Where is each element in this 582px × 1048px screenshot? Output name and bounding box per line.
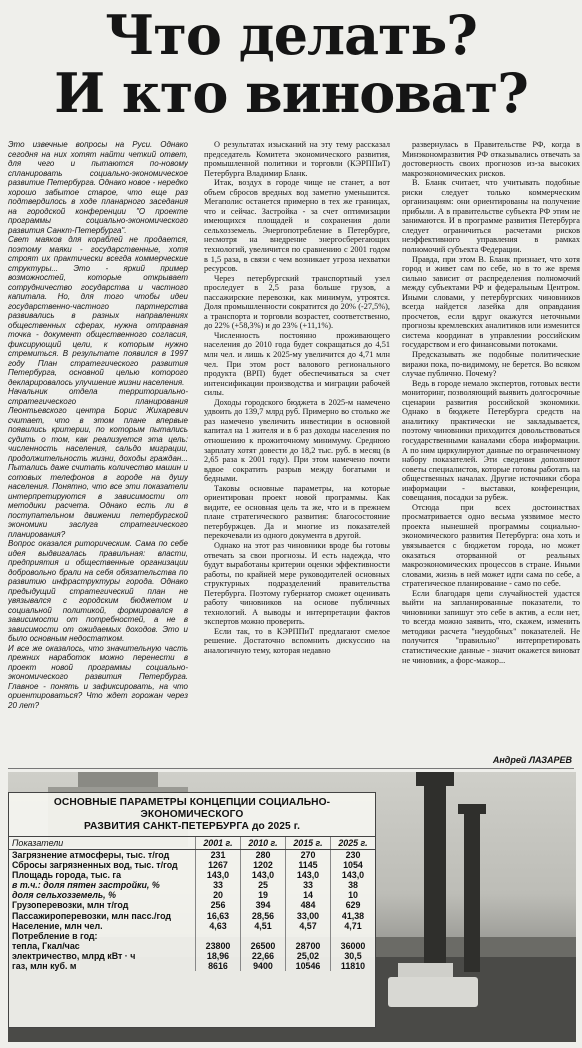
table-cell-value: 256 (196, 900, 241, 910)
table-row-label: Загрязнение атмосферы, тыс. т/год (12, 850, 170, 860)
table-cell-value: 41,38 (331, 911, 376, 921)
table-cell-value: 280 (241, 850, 286, 861)
table-cell-value (286, 931, 331, 941)
table-cell-value: 38 (331, 880, 376, 890)
table-row-label: Население, млн чел. (12, 920, 103, 931)
table-cell-value: 143,0 (241, 870, 286, 880)
table-row (9, 860, 375, 870)
table-cell-value: 16,63 (196, 911, 241, 921)
table-cell-value: 10546 (286, 961, 331, 971)
table-cell-value: 8616 (196, 961, 241, 971)
article-body (8, 140, 578, 752)
table-row-label: Сбросы загрязненных вод, тыс. т/год (12, 860, 178, 871)
table-cell-value: 26500 (241, 941, 286, 951)
table-title-line-1: ОСНОВНЫЕ ПАРАМЕТРЫ КОНЦЕПЦИИ СОЦИАЛЬНО-ЭКОНОМИЧЕСКОГО (53, 797, 331, 820)
paragraph: Однако на этот раз чиновники вроде бы готовы отвечать за свои прогнозы. И есть надежда, что будут выработаны критерии оценки эффективности работы, по крайней мере руководителей основных структурных подразделений правительства Петербурга. Поэтому губернатор сможет оценивать работу чиновников на основе публичных технологий. А выводы и интерпретации фактов экспертов можно проверить. (204, 540, 390, 627)
paragraph: И все же оказалось, что значительную часть прежних наработок можно перенести в проект новой программы социально-экономического развития Петербурга. Главное - понять и зафиксировать, на что ориентироваться? Что ждет горожан через 20 лет? (8, 643, 188, 710)
table-row (9, 911, 375, 921)
table-header-year: 2010 г. (241, 837, 286, 850)
table-cell-value: 143,0 (286, 870, 331, 880)
paragraph: Правда, при этом В. Бланк признает, что хотя город и живет сам по себе, но в то же время сильно зависит от распределения полномочий между субъектами РФ и федеральным Центром. Иными словами, у петербургских чиновников всегда найдется лазейка для оправдания просчетов, если вдруг окажутся неточными прогнозы кремлевских аналитиков или изменится система координат в управлении российским государством и его финансовыми потоками. (402, 254, 580, 350)
table-cell-value: 4,71 (331, 921, 376, 931)
table-cell-value: 1054 (331, 860, 376, 870)
table-row (9, 880, 375, 890)
article-column-3 (402, 140, 580, 752)
table-title (9, 793, 375, 837)
table-cell-value (196, 931, 241, 941)
table-title-line-2: РАЗВИТИЯ САНКТ-ПЕТЕРБУРГА до 2025 г. (83, 821, 301, 832)
paragraph: Вопрос оказался риторическим. Сама по себе идея выдвигалась правильная: власти, предприятия и общественные организации добровольно брали на себя обязательства по развитию инфраструктуры города. Однако предыдущий стратегический план не увязывался с городским бюджетом и социальной политикой, формировался в зависимости от потребностей, а не в зависимости от ожидаемых доходов. Это и было основным недостатком. (8, 539, 188, 643)
table-cell-value: 28,56 (241, 911, 286, 921)
table-cell-value: 25,02 (286, 951, 331, 961)
table-cell-value (241, 931, 286, 941)
paragraph: Ведь в городе немало экспертов, готовых вести мониторинг, позволяющий выявить долгосрочные сценарии развития российской экономики. Однако в бюджете Петербурга средств на аналитику практически не закладывается, поэтому чиновники приходится довольствоваться государственными каналами сбора информации. А по ним циркулируют данные по ограниченному набору показателей. Эти сведения дополняют советы специалистов, которые готовы работать на общественных началах. Другие источники сбора информации - выставки, конференции, совещания, посадки за рубеж. (402, 378, 580, 503)
table-cell-value: 143,0 (196, 870, 241, 880)
table-cell-value: 394 (241, 900, 286, 910)
paragraph: Численность постоянно проживающего населения до 2010 года будет сокращаться до 4,51 млн чел. и лишь к 2025-му увеличится до 4,71 млн чел. При этом рост валового регионального продукта (ВРП) будет обеспечиваться за счет интенсификации производства и миграции рабочей силы. (204, 330, 390, 398)
table-row-label: в т.ч.: доля пятен застройки, % (12, 880, 160, 891)
table-cell-value: 19 (241, 890, 286, 900)
paragraph: Предсказывать же подобные политические виражи пока, по-видимому, не берется. Во всяком случае публично. Почему? (402, 350, 580, 379)
table-cell-value: 270 (286, 850, 331, 861)
parameters-table (8, 792, 376, 1028)
section-divider (8, 768, 574, 769)
paragraph: Если так, то в КЭРППиТ предлагают смелое решение. Достаточно вспомнить дискуссию на аналогичную тему, которая недавно (204, 626, 390, 655)
table-cell-value: 20 (196, 890, 241, 900)
photo-boat (388, 977, 478, 1007)
table-row (9, 890, 375, 900)
paragraph: Таковы основные параметры, на которые ориентирован проект новой программы. Как видите, ее основная цель та же, что и в прежнем плане стратегического развития: благосостояние петербуржцев. Да и многие из показателей перекочевали из одного документа в другой. (204, 483, 390, 541)
author-signature: Андрей ЛАЗАРЕВ (492, 755, 572, 765)
table-row-label: Площадь города, тыс. га (12, 870, 122, 881)
photo-rostral-column (424, 782, 446, 972)
paragraph: Доходы городского бюджета в 2025-м намечено удвоить до 139,7 млрд руб. Примерно во столько же раз намечено увеличить инвестиции в основной капитал на 1 жителя и в 6 раз доходы населения по отношению к прожиточному минимуму. Среднюю зарплату хотят довести до 18,2 тыс. руб. в месяц (в 2,65 раза к 2001 году). При этом намечено почти вдвое сократить разрыв между богатыми и бедными. (204, 397, 390, 484)
table-row-label: газ, млн куб. м (12, 961, 77, 972)
paragraph: В. Бланк считает, что учитывать подобные риски следует только коммерческим организациям: они ориентированы на получение прибыли. А в правительстве субъекта РФ этим не занимаются. И в программе развития Петербурга следует ограничиться расчетами рисков неэффективного управления в рамках полномочий субъекта Федерации. (402, 178, 580, 255)
headline (0, 3, 582, 125)
table-cell-value: 11810 (331, 961, 376, 971)
table-cell-value (331, 931, 376, 941)
table-cell-value: 4,57 (286, 921, 331, 931)
table-row (9, 870, 375, 880)
table-row-label: Потребление в год: (12, 930, 98, 941)
table-cell-value: 33 (286, 880, 331, 890)
table-grid (9, 837, 375, 971)
table-cell-value: 230 (331, 850, 376, 861)
headline-line-1: Что делать? (105, 3, 477, 67)
table-cell-value: 14 (286, 890, 331, 900)
article-column-2 (204, 140, 390, 752)
table-cell-value: 36000 (331, 941, 376, 951)
table-header-year: 2025 г. (331, 837, 376, 850)
table-cell-value: 30,5 (331, 951, 376, 961)
table-row-label: тепла, Гкал/час (12, 940, 80, 951)
table-cell-value: 18,96 (196, 951, 241, 961)
table-cell-value: 1145 (286, 860, 331, 870)
table-row (9, 921, 375, 931)
paragraph: Через петербургский транспортный узел проследует в 2,5 раза больше грузов, а пассажирские перевозки, как минимум, утроятся. Доля промышленности сократится до 20% (-27,5%), а транспорта и торговли возрастет, соответственно, до 22% (+58,3%) и до 23% (+11,1%). (204, 273, 390, 331)
table-header-year: 2001 г. (196, 837, 241, 850)
table-header-label: Показатели (9, 837, 196, 850)
table-row-label: доля сельхозземель, % (12, 890, 117, 901)
paragraph: О результатах изысканий на эту тему рассказал председатель Комитета экономического развития, промышленной политики и торговли (КЭРППиТ) Петербурга Владимир Бланк. (204, 140, 390, 178)
table-row (9, 850, 375, 861)
table-cell-value: 33 (196, 880, 241, 890)
table-row (9, 961, 375, 971)
table-cell-value: 22,66 (241, 951, 286, 961)
table-row (9, 951, 375, 961)
paragraph: Отсюда при всех достоинствах просматривается одно весьма уязвимое место проекта нынешней программы социально-экономического развития Петербурга: она хоть и увязывается с бюджетом города, но может оказаться оторванной от реальных макроэкономических процессов в стране. Иными словами, жизнь в ней может идти сама по себе, а стратегическое планирование - само по себе. (402, 502, 580, 589)
table-cell-value: 33,00 (286, 911, 331, 921)
table-cell-value: 23800 (196, 941, 241, 951)
table-row-label: Пассажироперевозки, млн пасс./год (12, 910, 172, 921)
table-cell-value: 231 (196, 850, 241, 861)
photo-rostral-column (464, 812, 480, 972)
table-cell-value: 1202 (241, 860, 286, 870)
table-cell-value: 143,0 (331, 870, 376, 880)
table-row (9, 931, 375, 941)
table-cell-value: 629 (331, 900, 376, 910)
paragraph: Если благодаря цепи случайностей удастся выйти на запланированные показатели, то чиновники запишут это себе в актив, а если нет, то всегда можно заявить, что, скажем, изменить методики расчета "неудобных" показателей. Не получится "правильно" интерпретировать статистические данные - значит окажется виноват не чиновник, а форс-мажор... (402, 588, 580, 665)
table-cell-value: 25 (241, 880, 286, 890)
table-cell-value: 1267 (196, 860, 241, 870)
paragraph: Итак, воздух в городе чище не станет, а вот объем сбросов вредных вод заметно уменьшится. Мегаполис останется примерно в тех же границах, что и сейчас. Застройка - за счет оптимизации имеющихся площадей и сохранения доли сельхозземель. Энергопотребление в Петербурге, несмотря на внедрение энергосберегающих технологий, увеличится по сравнению с 2001 годом в 1,5 раза, в связи с чем возникает угроза нехватки ресурсов. (204, 178, 390, 274)
table-header-year: 2015 г. (286, 837, 331, 850)
table-row (9, 900, 375, 910)
table-cell-value: 9400 (241, 961, 286, 971)
table-cell-value: 4,63 (196, 921, 241, 931)
paragraph: Начальник отдела территориально-стратегического планирования Леонтьевского центра Борис Жихаревич считает, что в этом плане впервые появились критерии, по которым пытались судить о том, как реализуется эта цель: численность населения, сальдо миграции, продолжительность жизни, доходы граждан... Пытались даже считать количество машин и сотовых телефонов в городе на душу населения. Понятно, что все эти показатели интерпретируются в зависимости от методики расчета. Однако есть ли в поступательном движении петербургской экономики заслуга стратегического планирования? (8, 387, 188, 539)
article-column-1 (8, 140, 188, 752)
table-row-label: Грузоперевозки, млн т/год (12, 900, 129, 911)
table-cell-value: 4,51 (241, 921, 286, 931)
headline-line-2: И кто виноват? (54, 61, 528, 125)
paragraph: развернулась в Правительстве РФ, когда в Минэкономразвития РФ отказывались отвечать за достоверность своих прогнозов из-за высоких макроэкономических рисков. (402, 140, 580, 178)
table-cell-value: 28700 (286, 941, 331, 951)
table-cell-value: 484 (286, 900, 331, 910)
table-row-label: электричество, млрд кВт · ч (12, 950, 136, 961)
paragraph: Свет маяков для кораблей не продается, поэтому маяки - государственные, хотя строят их практически всегда коммерческие структуры... Это - яркий пример возможностей, которые открывает сотрудничество государства и частного капитала. Но, для того чтобы идеи государственно-частного партнерства развивались в разных направлениях общественных сферах, нужна отправная точка - документ общественного согласия, фиксирующий цели, к которым нужно стремиться. В результате появился в 1997 году План стратегического развития Петербурга, основной целью которого декларировалось улучшение жизни населения. (8, 235, 188, 387)
paragraph: Это извечные вопросы на Руси. Однако сегодня на них хотят найти четкий ответ, для чего и пытаются по-новому спланировать социально-экономическое развитие Петербурга. Однако новое - нередко хорошо забытое старое, что еще раз подтвердилось в ходе планарного заседания на городской конференции "О проекте программы социально-экономического развития Санкт-Петербурга". (8, 140, 188, 235)
table-body (9, 850, 375, 972)
table-cell-value: 10 (331, 890, 376, 900)
table-header-row (9, 837, 375, 850)
table-row (9, 941, 375, 951)
